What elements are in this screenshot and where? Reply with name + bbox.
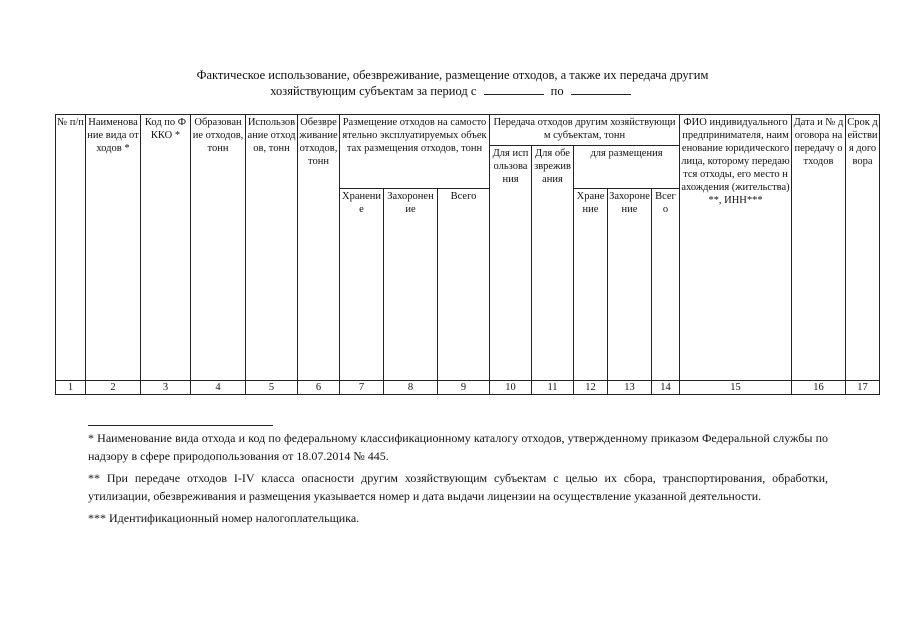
title-line-2 xyxy=(120,83,785,99)
header-transfer-use: Для использования xyxy=(490,146,532,381)
column-number: 2 xyxy=(86,381,141,395)
column-number: 8 xyxy=(384,381,438,395)
footnotes xyxy=(88,429,828,531)
header-use: Использование отходов, тонн xyxy=(246,115,298,381)
period-end-blank[interactable] xyxy=(571,83,631,95)
column-number: 9 xyxy=(438,381,490,395)
footnote-divider xyxy=(88,425,273,426)
column-number: 17 xyxy=(846,381,880,395)
column-number: 13 xyxy=(608,381,652,395)
header-waste-name: Наименование вида отходов * xyxy=(86,115,141,381)
header-transfer-storage: Хранение xyxy=(574,189,608,381)
footnote-1: * Наименование вида отхода и код по федеральному классификационному каталогу отходов, утвержденному приказом Федеральной службы по надзору в сфере природопользования от 18.07.2014 № 445. xyxy=(88,431,828,463)
header-contract-date: Дата и № договора на передачу отходов xyxy=(792,115,846,381)
period-start-blank[interactable] xyxy=(484,83,544,95)
title-line-1: Фактическое использование, обезвреживание, размещение отходов, а также их передача другим xyxy=(196,68,709,82)
header-placement-total: Всего xyxy=(438,189,490,381)
title-period-prefix: хозяйствующим субъектам за период с xyxy=(270,84,477,98)
column-number: 15 xyxy=(680,381,792,395)
header-recipient: ФИО индивидуального предпринимателя, наименование юридического лица, которому передаются отходы, его место нахождения (жительства)**, ИНН*** xyxy=(680,115,792,381)
header-placement-storage: Хранение xyxy=(340,189,384,381)
waste-report-table xyxy=(55,114,880,395)
header-neutralization: Обезвреживание отходов, тонн xyxy=(298,115,340,381)
column-number: 12 xyxy=(574,381,608,395)
column-number: 4 xyxy=(191,381,246,395)
header-transfer-burial: Захоронение xyxy=(608,189,652,381)
column-number: 10 xyxy=(490,381,532,395)
header-transfer-neutralization: Для обезвреживания xyxy=(532,146,574,381)
column-number: 5 xyxy=(246,381,298,395)
header-placement-group: Размещение отходов на самостоятельно эксплуатируемых объектах размещения отходов, тонн xyxy=(340,115,490,189)
header-placement-burial: Захоронение xyxy=(384,189,438,381)
column-number: 16 xyxy=(792,381,846,395)
header-transfer-placement: для размещения xyxy=(574,146,680,189)
column-number: 14 xyxy=(652,381,680,395)
header-row-1 xyxy=(56,115,880,146)
form-title xyxy=(120,67,785,99)
column-number: 11 xyxy=(532,381,574,395)
column-number: 1 xyxy=(56,381,86,395)
header-contract-term: Срок действия договора xyxy=(846,115,880,381)
header-transfer-total: Всего xyxy=(652,189,680,381)
footnote-2: ** При передаче отходов I-IV класса опасности другим хозяйствующим субъектам с целью их сбора, транспортирования, обработки, утилизации, обезвреживания и размещения указывается номер и дата выдачи лицензии на осуществление указанной деятельности. xyxy=(88,471,828,503)
column-number: 7 xyxy=(340,381,384,395)
header-generation: Образование отходов, тонн xyxy=(191,115,246,381)
header-num: № п/п xyxy=(56,115,86,381)
header-fkko-code: Код по ФККО * xyxy=(141,115,191,381)
column-number: 3 xyxy=(141,381,191,395)
column-number: 6 xyxy=(298,381,340,395)
column-number-row xyxy=(56,381,880,395)
header-transfer-group: Передача отходов другим хозяйствующим субъектам, тонн xyxy=(490,115,680,146)
title-period-mid: по xyxy=(550,84,564,98)
footnote-3: *** Идентификационный номер налогоплательщика. xyxy=(88,511,360,525)
